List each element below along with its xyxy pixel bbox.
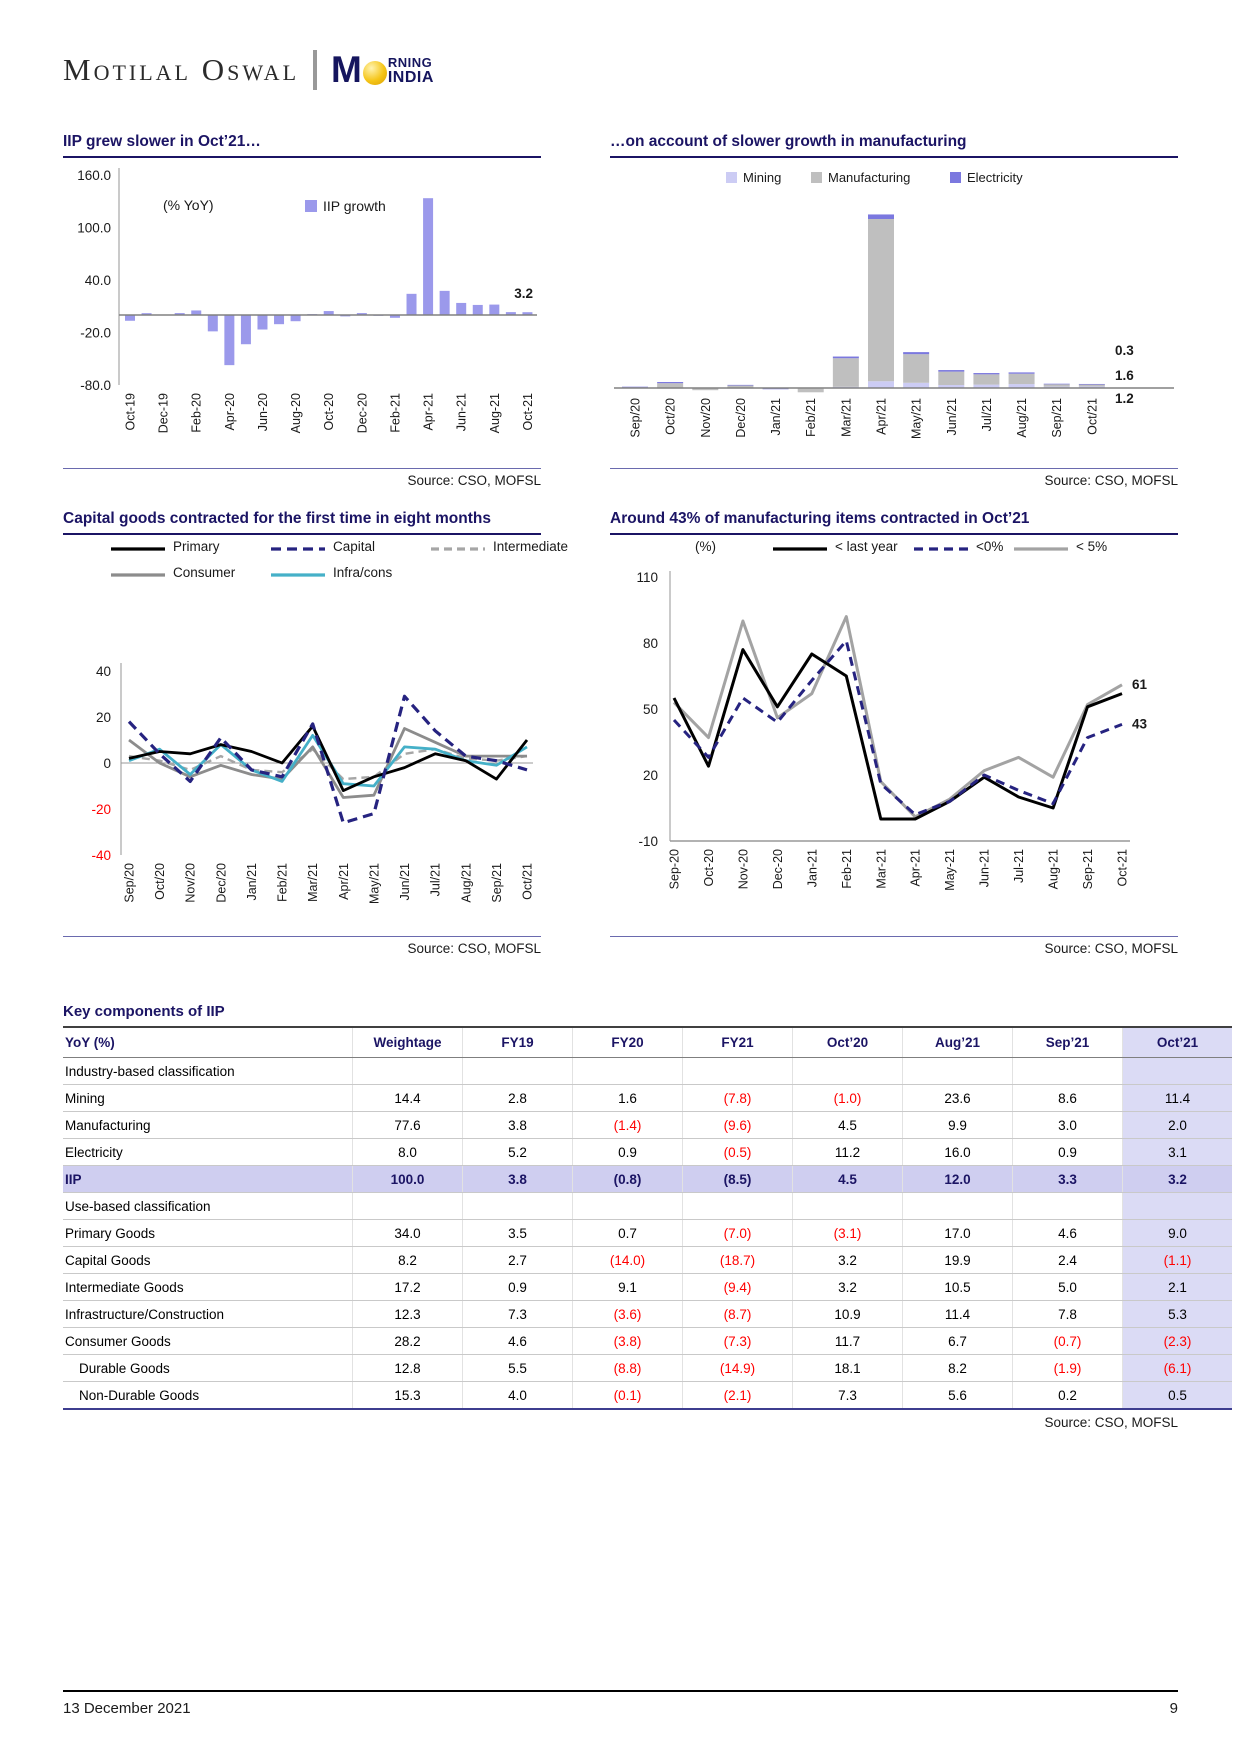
svg-text:40: 40 xyxy=(95,664,111,679)
table-cell: (7.8) xyxy=(683,1085,793,1112)
svg-text:Oct-19: Oct-19 xyxy=(123,393,138,431)
legend-label: Consumer xyxy=(173,565,236,580)
svg-text:Oct-20: Oct-20 xyxy=(701,849,716,887)
table-cell: (3.1) xyxy=(793,1220,903,1247)
svg-text:-40: -40 xyxy=(91,848,111,863)
legend-line-sample xyxy=(913,545,969,553)
table-cell: 11.2 xyxy=(793,1139,903,1166)
table-cell: 5.6 xyxy=(903,1382,1013,1410)
row-label: Industry-based classification xyxy=(63,1058,353,1085)
column-header: YoY (%) xyxy=(63,1027,353,1058)
legend-line-sample xyxy=(772,545,828,553)
table-cell xyxy=(573,1058,683,1085)
table-row xyxy=(63,1274,1232,1301)
legend-line-sample xyxy=(430,545,486,553)
key-components-table-block xyxy=(63,1003,1199,1430)
table-cell: (0.1) xyxy=(573,1382,683,1410)
svg-text:-10: -10 xyxy=(638,834,658,849)
svg-text:Aug-21: Aug-21 xyxy=(487,393,502,434)
table-cell: 3.2 xyxy=(793,1274,903,1301)
svg-text:50: 50 xyxy=(642,702,658,717)
svg-text:20: 20 xyxy=(95,710,111,725)
svg-text:Mar/21: Mar/21 xyxy=(839,398,854,437)
chart-title: IIP grew slower in Oct’21… xyxy=(63,133,541,158)
svg-text:Oct-21: Oct-21 xyxy=(1115,849,1130,887)
svg-text:Oct-20: Oct-20 xyxy=(322,393,337,431)
table-cell xyxy=(1013,1193,1123,1220)
chart-title: Around 43% of manufacturing items contracted in Oct’21 xyxy=(610,510,1178,535)
svg-text:80: 80 xyxy=(642,636,658,651)
table-cell: 12.3 xyxy=(353,1301,463,1328)
table-cell: (6.1) xyxy=(1123,1355,1233,1382)
table-cell: 15.3 xyxy=(353,1382,463,1410)
svg-text:Dec-19: Dec-19 xyxy=(156,393,171,434)
column-header: FY21 xyxy=(683,1027,793,1058)
source-note: Source: CSO, MOFSL xyxy=(1044,1415,1178,1430)
panel-iip-growth xyxy=(63,133,541,488)
legend-label: Primary xyxy=(173,539,220,554)
table-cell: (0.8) xyxy=(573,1166,683,1193)
line-chart-svg xyxy=(610,565,1178,931)
table-title: Key components of IIP xyxy=(63,1003,225,1020)
svg-text:40.0: 40.0 xyxy=(84,273,111,288)
table-cell: 19.9 xyxy=(903,1247,1013,1274)
svg-text:Mar-21: Mar-21 xyxy=(874,849,889,889)
svg-text:110: 110 xyxy=(636,570,658,585)
chart-title: Capital goods contracted for the first time in eight months xyxy=(63,510,541,535)
row-label: Electricity xyxy=(63,1139,353,1166)
table-row xyxy=(63,1166,1232,1193)
iip-growth-bar-chart xyxy=(63,158,541,468)
svg-text:-80.0: -80.0 xyxy=(80,378,111,393)
svg-text:Jun-20: Jun-20 xyxy=(255,393,270,432)
table-cell: 17.2 xyxy=(353,1274,463,1301)
table-cell: 11.7 xyxy=(793,1328,903,1355)
table-row xyxy=(63,1301,1232,1328)
table-row xyxy=(63,1085,1232,1112)
source-note: Source: CSO, MOFSL xyxy=(610,936,1178,956)
table-cell: 6.7 xyxy=(903,1328,1013,1355)
svg-text:Sep/21: Sep/21 xyxy=(489,863,504,903)
table-cell: (8.5) xyxy=(683,1166,793,1193)
svg-text:Nov-20: Nov-20 xyxy=(736,849,751,890)
legend-label: Capital xyxy=(333,539,376,554)
table-cell: 3.0 xyxy=(1013,1112,1123,1139)
svg-text:(% YoY): (% YoY) xyxy=(163,197,214,213)
svg-text:Manufacturing: Manufacturing xyxy=(828,170,911,185)
table-header-row xyxy=(63,1027,1232,1058)
column-header: Weightage xyxy=(353,1027,463,1058)
panel-capital-goods xyxy=(63,510,569,956)
table-row xyxy=(63,1382,1232,1410)
svg-text:Jul-21: Jul-21 xyxy=(1012,849,1027,884)
footer-date: 13 December 2021 xyxy=(63,1700,191,1717)
table-cell: 8.0 xyxy=(353,1139,463,1166)
table-cell xyxy=(683,1058,793,1085)
morning-india-logo xyxy=(331,49,434,91)
svg-text:IIP growth: IIP growth xyxy=(323,198,386,214)
table-cell xyxy=(683,1193,793,1220)
row-label: Primary Goods xyxy=(63,1220,353,1247)
column-header: Aug’21 xyxy=(903,1027,1013,1058)
logo-letter-m: M xyxy=(331,49,362,91)
table-cell: (7.3) xyxy=(683,1328,793,1355)
svg-text:Aug-21: Aug-21 xyxy=(1046,849,1061,890)
svg-text:Oct/21: Oct/21 xyxy=(520,863,535,900)
svg-text:May/21: May/21 xyxy=(367,863,382,904)
svg-text:Apr/21: Apr/21 xyxy=(336,863,351,900)
row-label: Capital Goods xyxy=(63,1247,353,1274)
stacked-bar-chart-svg xyxy=(610,158,1178,463)
table-cell: 10.5 xyxy=(903,1274,1013,1301)
table-cell: 7.3 xyxy=(463,1301,573,1328)
table-cell: 11.4 xyxy=(1123,1085,1233,1112)
svg-text:May/21: May/21 xyxy=(909,398,924,439)
svg-text:43: 43 xyxy=(1132,716,1148,732)
table-cell: 2.1 xyxy=(1123,1274,1233,1301)
row-label: Consumer Goods xyxy=(63,1328,353,1355)
table-row xyxy=(63,1193,1232,1220)
logo-rning: RNING xyxy=(387,55,433,71)
table-cell xyxy=(1123,1058,1233,1085)
table-cell: 100.0 xyxy=(353,1166,463,1193)
svg-text:Dec-20: Dec-20 xyxy=(355,393,370,434)
svg-text:Sep-21: Sep-21 xyxy=(1081,849,1096,890)
table-cell: 4.5 xyxy=(793,1166,903,1193)
table-cell: 7.3 xyxy=(793,1382,903,1410)
table-cell: (1.4) xyxy=(573,1112,683,1139)
table-cell xyxy=(463,1193,573,1220)
table-cell xyxy=(903,1193,1013,1220)
table-cell xyxy=(793,1058,903,1085)
svg-text:-20.0: -20.0 xyxy=(80,325,111,341)
svg-text:Oct/20: Oct/20 xyxy=(153,863,168,900)
table-cell: 5.3 xyxy=(1123,1301,1233,1328)
table-cell: 9.1 xyxy=(573,1274,683,1301)
source-note: Source: CSO, MOFSL xyxy=(610,468,1178,488)
page-number: 9 xyxy=(1169,1700,1178,1717)
legend-label: < last year xyxy=(835,539,898,554)
table-cell: 18.1 xyxy=(793,1355,903,1382)
table-cell: 7.8 xyxy=(1013,1301,1123,1328)
svg-text:Mining: Mining xyxy=(743,170,782,185)
row-label: Manufacturing xyxy=(63,1112,353,1139)
svg-text:Sep-20: Sep-20 xyxy=(667,849,682,890)
svg-text:Jan-21: Jan-21 xyxy=(805,849,820,888)
table-cell xyxy=(353,1058,463,1085)
svg-text:0.3: 0.3 xyxy=(1115,343,1134,358)
panel-manufacturing-items xyxy=(610,510,1178,956)
table-cell: (8.8) xyxy=(573,1355,683,1382)
table-row xyxy=(63,1112,1232,1139)
svg-text:Sep/20: Sep/20 xyxy=(628,398,643,438)
table-cell: 1.6 xyxy=(573,1085,683,1112)
motilal-oswal-logo: Motilal Oswal xyxy=(63,52,300,87)
svg-text:Jul/21: Jul/21 xyxy=(979,398,994,432)
svg-text:Apr-21: Apr-21 xyxy=(908,849,923,887)
key-components-table xyxy=(63,1026,1232,1410)
legend-label: Intermediate xyxy=(493,539,569,554)
svg-text:20: 20 xyxy=(642,768,658,783)
table-cell: 0.9 xyxy=(463,1274,573,1301)
contribution-stacked-bar-chart xyxy=(610,158,1178,468)
svg-text:Feb-21: Feb-21 xyxy=(839,849,854,889)
table-cell: 0.7 xyxy=(573,1220,683,1247)
table-cell: (2.3) xyxy=(1123,1328,1233,1355)
svg-text:Mar/21: Mar/21 xyxy=(306,863,321,902)
svg-text:Electricity: Electricity xyxy=(967,170,1023,185)
row-label: IIP xyxy=(63,1166,353,1193)
svg-text:Dec-20: Dec-20 xyxy=(770,849,785,890)
svg-text:3.2: 3.2 xyxy=(514,286,533,301)
table-cell: 2.7 xyxy=(463,1247,573,1274)
column-header: FY20 xyxy=(573,1027,683,1058)
table-cell: (2.1) xyxy=(683,1382,793,1410)
svg-text:Dec/20: Dec/20 xyxy=(214,863,229,903)
svg-text:-20: -20 xyxy=(91,802,111,817)
table-cell: 14.4 xyxy=(353,1085,463,1112)
legend-label: < 5% xyxy=(1076,539,1108,554)
table-cell: 8.2 xyxy=(353,1247,463,1274)
svg-text:1.2: 1.2 xyxy=(1115,391,1134,406)
header xyxy=(63,50,434,90)
table-cell: 10.9 xyxy=(793,1301,903,1328)
logo-india: INDIA xyxy=(387,69,434,87)
svg-text:Oct/21: Oct/21 xyxy=(1085,398,1100,435)
column-header: Sep’21 xyxy=(1013,1027,1123,1058)
footer xyxy=(63,1690,1178,1717)
svg-text:Dec/20: Dec/20 xyxy=(733,398,748,438)
table-cell: 0.9 xyxy=(1013,1139,1123,1166)
table-cell: 28.2 xyxy=(353,1328,463,1355)
table-cell: 12.0 xyxy=(903,1166,1013,1193)
svg-text:Jun/21: Jun/21 xyxy=(944,398,959,436)
svg-text:Jan/21: Jan/21 xyxy=(244,863,259,901)
line-chart-svg xyxy=(63,589,541,931)
table-cell: 3.1 xyxy=(1123,1139,1233,1166)
svg-text:Apr-20: Apr-20 xyxy=(222,393,237,431)
svg-text:Jun/21: Jun/21 xyxy=(398,863,413,901)
table-cell: 5.0 xyxy=(1013,1274,1123,1301)
source-note: Source: CSO, MOFSL xyxy=(63,468,541,488)
chart-legend xyxy=(610,535,1178,565)
table-cell: 23.6 xyxy=(903,1085,1013,1112)
svg-text:Feb-20: Feb-20 xyxy=(189,393,204,433)
table-cell: 2.8 xyxy=(463,1085,573,1112)
row-label: Non-Durable Goods xyxy=(63,1382,353,1410)
table-row xyxy=(63,1328,1232,1355)
table-cell: 0.5 xyxy=(1123,1382,1233,1410)
table-cell xyxy=(353,1193,463,1220)
table-cell xyxy=(1013,1058,1123,1085)
table-cell: 12.8 xyxy=(353,1355,463,1382)
table-cell: (9.6) xyxy=(683,1112,793,1139)
table-cell xyxy=(463,1058,573,1085)
svg-text:Nov/20: Nov/20 xyxy=(183,863,198,903)
row-label: Intermediate Goods xyxy=(63,1274,353,1301)
table-cell xyxy=(903,1058,1013,1085)
table-cell: 34.0 xyxy=(353,1220,463,1247)
table-cell: 3.2 xyxy=(1123,1166,1233,1193)
table-cell: 8.2 xyxy=(903,1355,1013,1382)
table-cell: 3.8 xyxy=(463,1112,573,1139)
table-cell: 0.2 xyxy=(1013,1382,1123,1410)
svg-text:Jul/21: Jul/21 xyxy=(428,863,443,897)
table-cell: (14.0) xyxy=(573,1247,683,1274)
table-cell: (7.0) xyxy=(683,1220,793,1247)
table-cell: 3.2 xyxy=(793,1247,903,1274)
svg-text:May-21: May-21 xyxy=(943,849,958,891)
svg-text:1.6: 1.6 xyxy=(1115,368,1134,383)
table-cell: 4.6 xyxy=(1013,1220,1123,1247)
table-cell: (0.7) xyxy=(1013,1328,1123,1355)
table-row xyxy=(63,1355,1232,1382)
table-cell xyxy=(793,1193,903,1220)
unit-label: (%) xyxy=(695,539,716,554)
svg-text:100.0: 100.0 xyxy=(77,220,111,236)
table-cell: (3.6) xyxy=(573,1301,683,1328)
legend-line-sample xyxy=(110,545,166,553)
svg-text:0: 0 xyxy=(103,756,111,771)
table-cell: 5.2 xyxy=(463,1139,573,1166)
svg-text:Aug/21: Aug/21 xyxy=(459,863,474,903)
table-cell: 4.5 xyxy=(793,1112,903,1139)
table-cell: 4.6 xyxy=(463,1328,573,1355)
table-cell: (1.0) xyxy=(793,1085,903,1112)
table-cell: 9.9 xyxy=(903,1112,1013,1139)
legend-label: Infra/cons xyxy=(333,565,393,580)
svg-text:Jan/21: Jan/21 xyxy=(769,398,784,436)
table-cell: 16.0 xyxy=(903,1139,1013,1166)
svg-text:Jun-21: Jun-21 xyxy=(454,393,469,432)
table-cell: 3.3 xyxy=(1013,1166,1123,1193)
legend-line-sample xyxy=(270,545,326,553)
table-cell: 3.8 xyxy=(463,1166,573,1193)
legend-label: <0% xyxy=(976,539,1004,554)
row-label: Infrastructure/Construction xyxy=(63,1301,353,1328)
svg-text:Apr/21: Apr/21 xyxy=(874,398,889,435)
table-row xyxy=(63,1139,1232,1166)
svg-text:Jun-21: Jun-21 xyxy=(977,849,992,888)
table-row xyxy=(63,1247,1232,1274)
row-label: Use-based classification xyxy=(63,1193,353,1220)
table-cell: (0.5) xyxy=(683,1139,793,1166)
table-cell: 17.0 xyxy=(903,1220,1013,1247)
chart-legend xyxy=(63,535,569,589)
svg-text:Apr-21: Apr-21 xyxy=(421,393,436,431)
svg-text:Nov/20: Nov/20 xyxy=(698,398,713,438)
manufacturing-items-line-chart xyxy=(610,535,1178,936)
row-label: Mining xyxy=(63,1085,353,1112)
table-cell: 11.4 xyxy=(903,1301,1013,1328)
svg-text:Aug-20: Aug-20 xyxy=(289,393,304,434)
table-cell xyxy=(573,1193,683,1220)
table-cell: 2.0 xyxy=(1123,1112,1233,1139)
row-label: Durable Goods xyxy=(63,1355,353,1382)
table-row xyxy=(63,1058,1232,1085)
table-cell: (1.1) xyxy=(1123,1247,1233,1274)
panel-manufacturing-contribution xyxy=(610,133,1178,488)
table-cell: 3.5 xyxy=(463,1220,573,1247)
table-cell: (8.7) xyxy=(683,1301,793,1328)
legend-line-sample xyxy=(110,571,166,579)
table-cell: 9.0 xyxy=(1123,1220,1233,1247)
source-note: Source: CSO, MOFSL xyxy=(63,936,541,956)
column-header: Oct’20 xyxy=(793,1027,903,1058)
svg-text:Aug/21: Aug/21 xyxy=(1015,398,1030,438)
svg-text:Feb-21: Feb-21 xyxy=(388,393,403,433)
sun-icon xyxy=(363,61,387,85)
use-based-line-chart xyxy=(63,535,569,936)
table-cell: (1.9) xyxy=(1013,1355,1123,1382)
chart-title: …on account of slower growth in manufacturing xyxy=(610,133,1178,158)
legend-line-sample xyxy=(1013,545,1069,553)
table-cell: 4.0 xyxy=(463,1382,573,1410)
bar-chart-svg xyxy=(63,158,541,463)
legend-line-sample xyxy=(270,571,326,579)
svg-text:Oct-21: Oct-21 xyxy=(520,393,535,431)
table-cell: 5.5 xyxy=(463,1355,573,1382)
svg-text:Sep/21: Sep/21 xyxy=(1050,398,1065,438)
table-cell: (18.7) xyxy=(683,1247,793,1274)
column-header: FY19 xyxy=(463,1027,573,1058)
table-cell: 8.6 xyxy=(1013,1085,1123,1112)
table-cell: (3.8) xyxy=(573,1328,683,1355)
table-cell: 77.6 xyxy=(353,1112,463,1139)
svg-text:Feb/21: Feb/21 xyxy=(804,398,819,437)
svg-text:Feb/21: Feb/21 xyxy=(275,863,290,902)
table-cell: (14.9) xyxy=(683,1355,793,1382)
table-cell: (9.4) xyxy=(683,1274,793,1301)
column-header: Oct’21 xyxy=(1123,1027,1233,1058)
table-cell xyxy=(1123,1193,1233,1220)
svg-text:Sep/20: Sep/20 xyxy=(122,863,137,903)
svg-text:Oct/20: Oct/20 xyxy=(663,398,678,435)
table-row xyxy=(63,1220,1232,1247)
table-cell: 2.4 xyxy=(1013,1247,1123,1274)
svg-text:61: 61 xyxy=(1132,676,1148,692)
svg-text:160.0: 160.0 xyxy=(77,168,111,183)
table-cell: 0.9 xyxy=(573,1139,683,1166)
logo-divider xyxy=(313,50,317,90)
